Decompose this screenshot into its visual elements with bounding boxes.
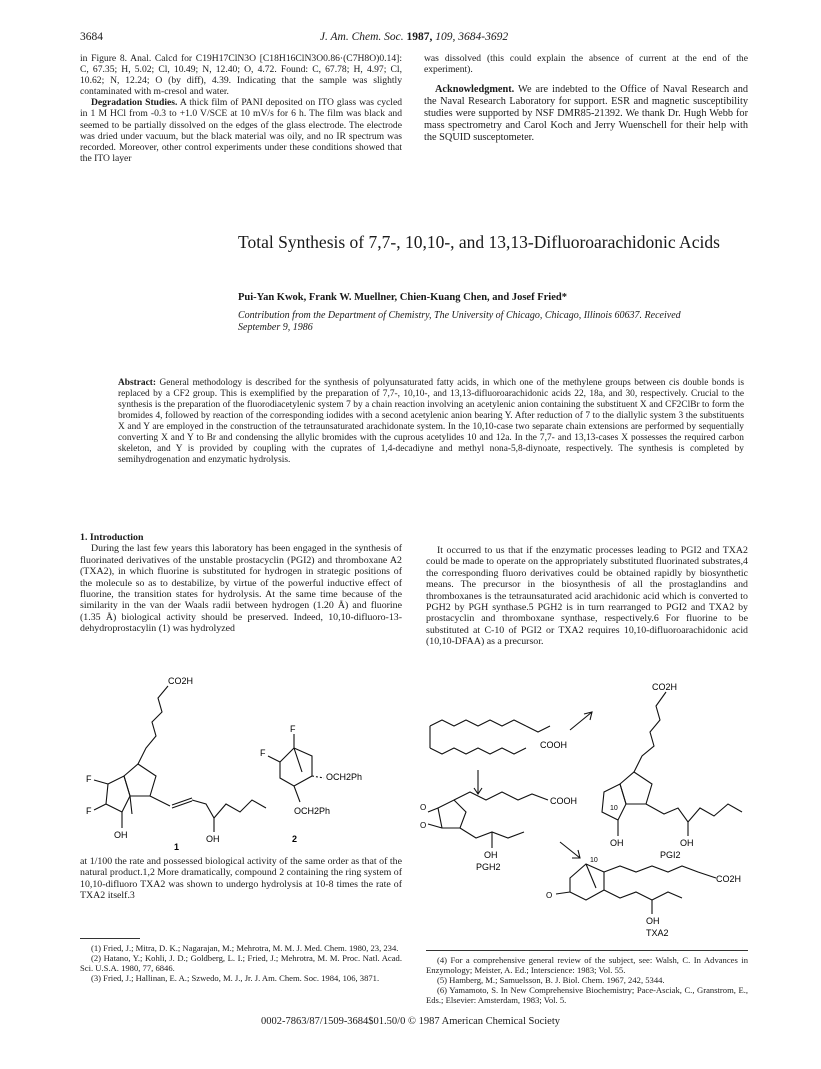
footnote-rule-left — [80, 938, 140, 939]
cmpd1-acid-chain — [138, 686, 168, 764]
cmpd2-och2ph-label-a: OCH2Ph — [326, 772, 363, 782]
analysis-paragraph: in Figure 8. Anal. Calcd for C19H17ClN3O [C18H16ClN3O0.86·(C7H8O)0.14]: C, 67.35; H, 5.02; Cl, 10.49; N, 12.40; O, 4.72. Found: C, 67.78; H, 4.97; Cl, 10.62; N, 12.24; O (by diff), 4.39. Indicating that the sample was slightly contaminated with m-cresol and water. — [80, 53, 402, 98]
footnote-4: (4) For a comprehensive general review of the subject, see: Walsh, C. In Advances in Enzymology; Meister, A. Ed.; Interscience: 1983; Vol. 55. — [426, 955, 748, 975]
cmpd1-fluorine-label-a: F — [86, 774, 92, 784]
pgh2-label: PGH2 — [476, 862, 501, 872]
footnote-rule-right — [426, 950, 748, 951]
footnote-5: (5) Hamberg, M.; Samuelsson, B. J. Biol. Chem. 1967, 242, 5344. — [437, 975, 665, 985]
pgh2-cooh-label: COOH — [550, 796, 577, 806]
abstract — [118, 378, 744, 466]
cmpd1-co2h-label: CO2H — [168, 676, 194, 686]
intro-right-top — [426, 545, 748, 648]
intro-paragraph-1: During the last few years this laboratory has been engaged in the synthesis of fluorinated derivatives of the unstable prostacyclin (PGI2) and thromboxane A2 (TXA2), in which fluorine is substituted for hydrogen in strategic positions of the molecule so as to destabilize, by virtue of the powerful inductive effect of fluorine, the transition states for hydrolysis. At the same time because of the similarity in the van der Waals radii between hydrogen (1.20 Å) and fluorine (1.35 Å) biological activity should be preserved. Indeed, 10,10-difluoro-13-dehydroprostacylin (1) was hydrolyzed — [80, 543, 402, 635]
intro-paragraph-2: at 1/100 the rate and possessed biological activity of the same order as that of the natural product.1,2 More dramatically, compound 2 containing the ring system of 10,10-difluoro TXA2 was shown to undergo hydrolysis at 10-8 times the rate of TXA2 itself.3 — [80, 856, 402, 902]
pgi2-position-10: 10 — [610, 805, 618, 812]
copyright-footer: 0002-7863/87/1509-3684$01.50/0 © 1987 American Chemical Society — [260, 1016, 561, 1027]
prev-article-left-column — [80, 53, 402, 164]
cmpd1-fluorine-label-b: F — [86, 806, 92, 816]
txa2-ring — [570, 864, 604, 900]
pgi2-label: PGI2 — [660, 850, 681, 860]
journal-citation — [80, 31, 748, 43]
footnote-2: (2) Hatano, Y.; Kohli, J. D.; Goldberg, L. I.; Fried, J.; Mehrotra, M. M. Proc. Natl. Acad. Sci. U.S.A. 1980, 77, 6846. — [80, 953, 402, 973]
ito-paragraph: was dissolved (this could explain the absence of current at the end of the experiment). — [424, 53, 748, 76]
article-affiliation: Contribution from the Department of Chemistry, The University of Chicago, Chicago, Illinois 60637. Received September 9, 1986 — [238, 310, 681, 333]
pgi2-co2h-label: CO2H — [652, 682, 678, 692]
running-header — [80, 31, 748, 45]
pgi2-cyclopentane-ring — [602, 784, 626, 820]
section-heading: 1. Introduction — [80, 532, 144, 543]
footnotes-right — [426, 955, 748, 1005]
pgh2-oxygen-label-b: O — [420, 821, 427, 830]
cmpd2-fluorine-label-b: F — [260, 748, 266, 758]
abstract-text: General methodology is described for the synthesis of polyunsaturated fatty acids, in which one of the methylene groups between cis double bonds is replaced by a CF2 group. This is exemplified by the preparation of 7,7-, 10,10-, and 13,13-difluoroarachidonic acids 22, 18a, and 30, respectively. Crucial to the synthesis is the preparation of the fluorodiacetylenic system 7 by a chain reaction involving an acetylenic anion containing the substituent X and CF2ClBr to form the bromides 4, followed by reaction of the corresponding iodides with a second acetylenic anion bearing Y. After reduction of 7 to the diallylic system 3 the substituents X and Y are employed in the construction of the tetraunsaturated arachidonate system. In the 10,10-case two separate chain extensions are performed by sequentially converting X and Y to Br and condensing the allylic bromides with the cuprous acetylides 10 and 12a. In the 7,7- and 13,13-cases X possesses the required carbon skeleton, and Y is provided by coupling with the cuprates of 1,4-decadiyne and methyl nona-5,8-diynoate, respectively. The synthesis is completed by semihydrogenation and enzymatic hydrolysis. — [118, 378, 744, 465]
txa2-position-10: 10 — [590, 857, 598, 864]
intro-left-top — [80, 532, 402, 635]
arachidonic-chain-top — [430, 720, 526, 726]
pgi2-oh-label-b: OH — [680, 838, 694, 848]
page-number: 3684 — [80, 31, 103, 43]
article-authors: Pui-Yan Kwok, Frank W. Muellner, Chien-Kuang Chen, and Josef Fried* — [238, 292, 567, 303]
cmpd1-oh-label-a: OH — [114, 830, 128, 840]
abstract-label: Abstract: — [118, 378, 157, 388]
cmpd1-cyclopentane-ring — [106, 776, 130, 812]
footnote-1: (1) Fried, J.; Mitra, D. K.; Nagarajan, M.; Mehrotra, M. M. J. Med. Chem. 1980, 23, 234. — [91, 943, 399, 953]
journal-name: J. Am. Chem. Soc. — [319, 31, 404, 43]
intro-right-paragraph: It occurred to us that if the enzymatic processes leading to PGI2 and TXA2 could be made to operate on the appropriately substituted fluorinated substrates,4 the corresponding fluoro derivatives could be obtained rapidly by biosynthetic means. The precursor in the biosynthesis of all the prostaglandins and thromboxanes is the tetraunsaturated acid arachidonic acid which is converted to PGH2 by PGH synthase.5 PGH2 is in turn rearranged to PGI2 and TXA2 by prostacyclin and thromboxane synthase, respectively.6 For fluorine to be substituted at C-10 of PGI2 or TXA2 requires 10,10-difluoroarachidonic acid (10,10-DFAA) as a precursor. — [426, 545, 748, 648]
acknowledgment-text: We are indebted to the Office of Naval Research and the Naval Research Laboratory for support. ESR and magnetic susceptibility studies were supported by NSF DMR85-21392. We thank Dr. Hugh Webb for mass spectrometry and Carol Koch and Jerry Wuenschell for their help with the SQUID susceptometer. — [424, 84, 748, 144]
degradation-text: A thick film of PANI deposited on ITO glass was cycled in 1 M HCl from -0.3 to +1.0 V/SCE at 10 mV/s for 6 h. The film was black and seemed to be partially dissolved on the edges of the glass electrode. The electrode was dried under vacuum, but the black material was oily, and no IR spectrum was recorded. Moreover, other control experiments under these conditions showed that the ITO layer — [80, 97, 402, 164]
arrow-to-pgi2 — [570, 712, 592, 730]
degradation-heading: Degradation Studies. — [91, 97, 178, 109]
prev-article-right-column — [424, 53, 748, 144]
journal-year: 1987, — [406, 31, 433, 43]
intro-left-bottom — [80, 856, 402, 902]
pgh2-oxygen-label-a: O — [420, 803, 427, 812]
biosynthesis-scheme — [420, 682, 760, 940]
acknowledgment-paragraph — [424, 84, 748, 144]
footnotes-left — [80, 943, 402, 983]
pgi2-oh-label-a: OH — [610, 838, 624, 848]
acknowledgment-heading: Acknowledgment. — [435, 84, 515, 96]
arachidonic-chain-bottom — [430, 748, 526, 754]
txa2-label: TXA2 — [646, 928, 669, 938]
structures-1-2-figure — [80, 672, 410, 852]
compound-2-label: 2 — [292, 834, 298, 844]
degradation-paragraph — [80, 97, 402, 164]
journal-volume: 109, — [435, 31, 456, 43]
arrow-to-txa2 — [560, 842, 580, 858]
arachidonic-cooh-label: COOH — [540, 740, 567, 750]
footnote-6: (6) Yamamoto, S. In New Comprehensive Biochemistry; Pace-Asciak, C., Granstrom, E., Eds.; Elsevier: Amsterdam, 1983; Vol. 5. — [426, 985, 748, 1005]
txa2-oxygen-label: O — [546, 891, 553, 900]
txa2-oh-label: OH — [646, 916, 660, 926]
cmpd2-fluorine-label-a: F — [290, 724, 296, 734]
pgh2-oh-label: OH — [484, 850, 498, 860]
txa2-co2h-label: CO2H — [716, 874, 742, 884]
article-title: Total Synthesis of 7,7-, 10,10-, and 13,13-Difluoroarachidonic Acids — [238, 232, 720, 252]
cmpd1-oh-label-b: OH — [206, 834, 220, 844]
footnote-3: (3) Fried, J.; Hallinan, E. A.; Szwedo, M. J., Jr. J. Am. Chem. Soc. 1984, 106, 3871. — [91, 973, 380, 983]
journal-pages: 3684-3692 — [458, 31, 509, 43]
cmpd2-och2ph-label-b: OCH2Ph — [294, 806, 331, 816]
pgh2-ring — [438, 800, 466, 828]
compound-1-label: 1 — [174, 842, 180, 852]
